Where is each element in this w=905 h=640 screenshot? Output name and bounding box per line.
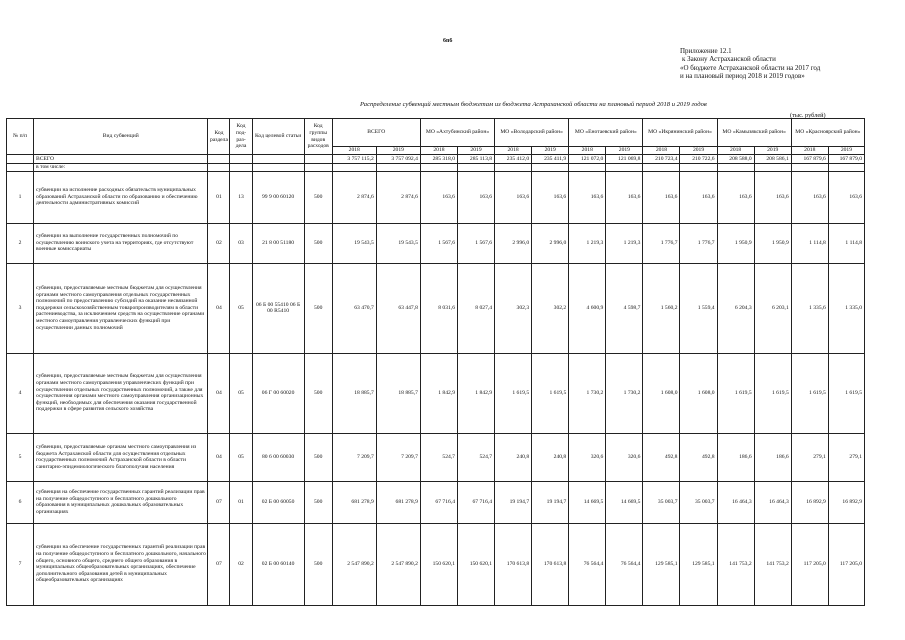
header-name: Вид субвенций: [34, 119, 208, 155]
row-name: субвенция на обеспечение государственных гарантий реализации прав на получение общедоступного и бесплатного дошкольного образования в муниципальных дошкольных образовательных организациях: [34, 481, 208, 523]
row-value: 163,6: [420, 171, 457, 223]
table-row: [7, 481, 865, 523]
row-name: субвенции на исполнение расходных обязательств муниципальных образований Астраханской области по образованию и обеспечению деятельности административных комиссий: [34, 171, 208, 223]
row-value: 63 447,8: [376, 263, 420, 353]
year-cell: 2018: [791, 147, 828, 155]
row-value: 163,6: [606, 171, 643, 223]
row-value: 163,6: [754, 171, 791, 223]
row-value: 7 209,7: [332, 433, 376, 481]
row-value: 76 564,4: [606, 523, 643, 605]
row-value: 16 464,3: [754, 481, 791, 523]
row-value: 18 885,7: [376, 353, 420, 433]
row-section-code: 02: [208, 223, 230, 263]
row-value: 1 776,7: [643, 223, 680, 263]
row-value: 1 619,5: [495, 353, 532, 433]
header-mo-enotaevsky: МО «Енотаевский район»: [569, 119, 643, 147]
row-section-code: 01: [208, 171, 230, 223]
row-target-code: 06 Б 00 55410 06 Б 00 R5410: [252, 263, 304, 353]
row-value: 163,6: [643, 171, 680, 223]
row-subsection-code: 03: [230, 223, 252, 263]
row-value: 1 842,9: [420, 353, 457, 433]
row-value: 524,7: [457, 433, 494, 481]
row-value: 150 620,1: [420, 523, 457, 605]
row-value: 302,3: [495, 263, 532, 353]
row-value: 1 219,3: [606, 223, 643, 263]
row-value: 4 600,9: [569, 263, 606, 353]
page-number: 6n6: [443, 38, 453, 44]
total-value: 167 879,0: [828, 155, 864, 164]
row-subsection-code: 05: [230, 353, 252, 433]
row-value: 19 194,7: [495, 481, 532, 523]
total-value: 3 757 115,2: [332, 155, 376, 164]
row-section-code: 04: [208, 263, 230, 353]
year-cell: 2019: [828, 147, 864, 155]
table-row: [7, 171, 865, 223]
row-value: 2 874,6: [376, 171, 420, 223]
header-row: [7, 119, 865, 147]
row-value: 302,2: [532, 263, 569, 353]
row-value: 1 559,4: [680, 263, 717, 353]
row-value: 7 209,7: [376, 433, 420, 481]
row-value: 1 619,5: [717, 353, 754, 433]
header-mo-akhtubinsky: МО «Ахтубинский район»: [420, 119, 494, 147]
header-section: Код раздела: [208, 119, 230, 155]
row-value: 186,6: [754, 433, 791, 481]
row-value: 1 619,5: [791, 353, 828, 433]
row-value: 1 219,3: [569, 223, 606, 263]
row-value: 2 996,0: [495, 223, 532, 263]
row-value: 1 842,9: [457, 353, 494, 433]
row-target-code: 02 Б 00 60140: [252, 523, 304, 605]
row-section-code: 04: [208, 433, 230, 481]
row-value: 524,7: [420, 433, 457, 481]
row-value: 35 003,7: [680, 481, 717, 523]
row-value: 1 776,7: [680, 223, 717, 263]
total-value: 235 412,0: [495, 155, 532, 164]
row-value: 163,6: [457, 171, 494, 223]
table-row: [7, 223, 865, 263]
row-value: 163,6: [717, 171, 754, 223]
year-cell: 2019: [754, 147, 791, 155]
row-value: 14 669,5: [606, 481, 643, 523]
row-value: 240,8: [532, 433, 569, 481]
year-cell: 2018: [569, 147, 606, 155]
row-value: 1 114,8: [791, 223, 828, 263]
row-value: 8 031,6: [420, 263, 457, 353]
row-value: 76 564,4: [569, 523, 606, 605]
year-cell: 2019: [532, 147, 569, 155]
row-name: субвенции, предоставляемые органам местного самоуправления из бюджета Астраханской области для осуществления отдельных государственных полномочий Астраханской области в области санитарно-эпидемиологического благополучия населения: [34, 433, 208, 481]
header-subsection: Код под-раз-дела: [230, 119, 252, 155]
header-mo-volodarsky: МО «Володарский район»: [495, 119, 569, 147]
row-name: субвенции, предоставляемые местным бюджетам для осуществления органами местного самоуправления управленческих функций при осуществлении отдельных государственных полномочий, а также для осуществления органами местного самоуправления организационных функций, необходимых для обеспечения оказания государственной поддержки в сфере развития сельского хозяйства: [34, 353, 208, 433]
row-number: 6: [7, 481, 34, 523]
year-cell: 2019: [457, 147, 494, 155]
year-cell: 2019: [376, 147, 420, 155]
document-title: Распределение субвенций местным бюджетам из бюджета Астраханской области на плановый период 2018 и 2019 годов: [360, 101, 707, 108]
row-value: 4 598,7: [606, 263, 643, 353]
total-value: 210 722,6: [680, 155, 717, 164]
row-value: 2 547 890,2: [376, 523, 420, 605]
row-value: 16 464,3: [717, 481, 754, 523]
row-value: 279,1: [791, 433, 828, 481]
header-mo-ikryaninsky: МО «Икрянинский район»: [643, 119, 717, 147]
row-name: субвенции на обеспечение государственных гарантий реализации прав на получение общедоступного и бесплатного дошкольного, начального общего, основного общего, среднего общего образования в муниципальных общеобразовательных организациях, обеспечение дополнительного образования детей в муниципальных общеобразовательных организациях: [34, 523, 208, 605]
row-value: 141 753,2: [754, 523, 791, 605]
row-value: 150 620,1: [457, 523, 494, 605]
row-value: 163,6: [569, 171, 606, 223]
row-value: 1 619,5: [532, 353, 569, 433]
total-value: 121 069,8: [606, 155, 643, 164]
row-value: 681 278,9: [376, 481, 420, 523]
row-number: 5: [7, 433, 34, 481]
row-number: 4: [7, 353, 34, 433]
row-value: 1 950,9: [717, 223, 754, 263]
row-subsection-code: 05: [230, 263, 252, 353]
row-subsection-code: 13: [230, 171, 252, 223]
row-target-code: 21 8 00 51180: [252, 223, 304, 263]
year-cell: 2018: [420, 147, 457, 155]
row-exp-group-code: 500: [304, 433, 332, 481]
row-value: 19 194,7: [532, 481, 569, 523]
including-label: в том числе:: [34, 164, 208, 172]
row-value: 18 885,7: [332, 353, 376, 433]
row-value: 141 753,2: [717, 523, 754, 605]
row-value: 492,8: [680, 433, 717, 481]
table-row: [7, 263, 865, 353]
row-value: 67 716,4: [457, 481, 494, 523]
row-section-code: 04: [208, 353, 230, 433]
row-value: 16 892,9: [791, 481, 828, 523]
row-number: 1: [7, 171, 34, 223]
row-value: 2 996,0: [532, 223, 569, 263]
header-mo-kamyzyaksky: МО «Камызякский район»: [717, 119, 791, 147]
year-cell: 2019: [606, 147, 643, 155]
row-value: 320,6: [569, 433, 606, 481]
row-value: 19 543,5: [376, 223, 420, 263]
total-value: 235 411,9: [532, 155, 569, 164]
year-cell: 2018: [643, 147, 680, 155]
row-value: 2 547 890,2: [332, 523, 376, 605]
table-row: [7, 523, 865, 605]
row-value: 1 730,2: [569, 353, 606, 433]
row-value: 163,6: [532, 171, 569, 223]
header-target: Код целевой статьи: [252, 119, 304, 155]
row-value: 35 003,7: [643, 481, 680, 523]
row-value: 492,8: [643, 433, 680, 481]
row-number: 3: [7, 263, 34, 353]
row-value: 63 470,7: [332, 263, 376, 353]
row-value: 163,6: [828, 171, 864, 223]
year-cell: 2018: [717, 147, 754, 155]
row-value: 117 205,0: [828, 523, 864, 605]
total-value: 210 723,4: [643, 155, 680, 164]
row-target-code: 99 9 00 60120: [252, 171, 304, 223]
row-value: 1 335,0: [828, 263, 864, 353]
row-exp-group-code: 500: [304, 523, 332, 605]
row-value: 320,6: [606, 433, 643, 481]
row-number: 2: [7, 223, 34, 263]
total-value: 3 757 092,4: [376, 155, 420, 164]
row-value: 1 567,6: [420, 223, 457, 263]
row-target-code: 06 Г 00 60020: [252, 353, 304, 433]
row-value: 14 669,5: [569, 481, 606, 523]
table-row: [7, 353, 865, 433]
total-value: 208 586,1: [754, 155, 791, 164]
row-value: 1 114,8: [828, 223, 864, 263]
row-target-code: 80 6 00 60030: [252, 433, 304, 481]
table-row: [7, 433, 865, 481]
row-value: 1 619,5: [828, 353, 864, 433]
appendix-period: и на плановый период 2018 и 2019 годов»: [680, 71, 805, 80]
row-value: 163,6: [791, 171, 828, 223]
row-value: 2 874,6: [332, 171, 376, 223]
row-value: 186,6: [717, 433, 754, 481]
row-value: 6 203,1: [754, 263, 791, 353]
row-value: 1 950,9: [754, 223, 791, 263]
row-value: 681 278,9: [332, 481, 376, 523]
row-section-code: 07: [208, 523, 230, 605]
row-exp-group-code: 500: [304, 171, 332, 223]
row-value: 129 585,1: [643, 523, 680, 605]
units-label: (тыс. рублей): [790, 112, 826, 119]
row-value: 1 608,0: [680, 353, 717, 433]
row-target-code: 02 Б 00 60050: [252, 481, 304, 523]
row-value: 1 567,6: [457, 223, 494, 263]
row-subsection-code: 05: [230, 433, 252, 481]
row-value: 170 613,8: [495, 523, 532, 605]
row-value: 8 027,4: [457, 263, 494, 353]
year-cell: 2019: [680, 147, 717, 155]
row-value: 1 619,5: [754, 353, 791, 433]
total-value: 121 072,0: [569, 155, 606, 164]
row-value: 1 730,2: [606, 353, 643, 433]
appendix-title: Приложение 12.1: [680, 47, 732, 55]
header-total: ВСЕГО: [332, 119, 420, 147]
row-exp-group-code: 500: [304, 263, 332, 353]
row-value: 240,8: [495, 433, 532, 481]
row-value: 1 608,0: [643, 353, 680, 433]
row-exp-group-code: 500: [304, 223, 332, 263]
row-value: 19 543,5: [332, 223, 376, 263]
row-value: 163,6: [495, 171, 532, 223]
row-value: 6 204,3: [717, 263, 754, 353]
row-name: субвенции, предоставляемые местным бюджетам для осуществления органами местного самоуправления отдельных государственных полномочий по предоставлению субсидий на оказание несвязанной поддержки сельскохозяйственным товаропроизводителям в области растениеводства, за исключением средств на осуществление органами местного самоуправления управленческих функций при осуществлении данных полномочий: [34, 263, 208, 353]
total-row: [7, 155, 865, 164]
header-mo-krasnoyarsky: МО «Красноярский район»: [791, 119, 864, 147]
appendix-law-name: «О бюджете Астраханской области на 2017 год: [680, 63, 821, 72]
row-value: 170 613,8: [532, 523, 569, 605]
row-value: 1 560,2: [643, 263, 680, 353]
row-value: 117 205,0: [791, 523, 828, 605]
row-value: 67 716,4: [420, 481, 457, 523]
total-value: 167 879,6: [791, 155, 828, 164]
row-value: 279,1: [828, 433, 864, 481]
row-value: 16 892,9: [828, 481, 864, 523]
appendix-block: [680, 47, 820, 80]
total-value: 285 113,8: [457, 155, 494, 164]
header-num: № п/п: [7, 119, 34, 155]
including-row: [7, 164, 865, 172]
row-value: 129 585,1: [680, 523, 717, 605]
row-exp-group-code: 500: [304, 481, 332, 523]
year-cell: 2018: [495, 147, 532, 155]
appendix-law: к Закону Астраханской области: [682, 55, 776, 64]
row-section-code: 07: [208, 481, 230, 523]
year-cell: 2018: [332, 147, 376, 155]
subventions-table: [6, 118, 865, 606]
row-subsection-code: 02: [230, 523, 252, 605]
header-exp-group: Код группы видов расходов: [304, 119, 332, 155]
total-value: 285 318,0: [420, 155, 457, 164]
row-number: 7: [7, 523, 34, 605]
row-value: 163,6: [680, 171, 717, 223]
row-name: субвенции на выполнение государственных полномочий по осуществлению воинского учета на территориях, где отсутствуют военные комиссариаты: [34, 223, 208, 263]
row-exp-group-code: 500: [304, 353, 332, 433]
row-subsection-code: 01: [230, 481, 252, 523]
total-value: 208 588,0: [717, 155, 754, 164]
total-label: ВСЕГО: [34, 155, 208, 164]
row-value: 1 335,6: [791, 263, 828, 353]
